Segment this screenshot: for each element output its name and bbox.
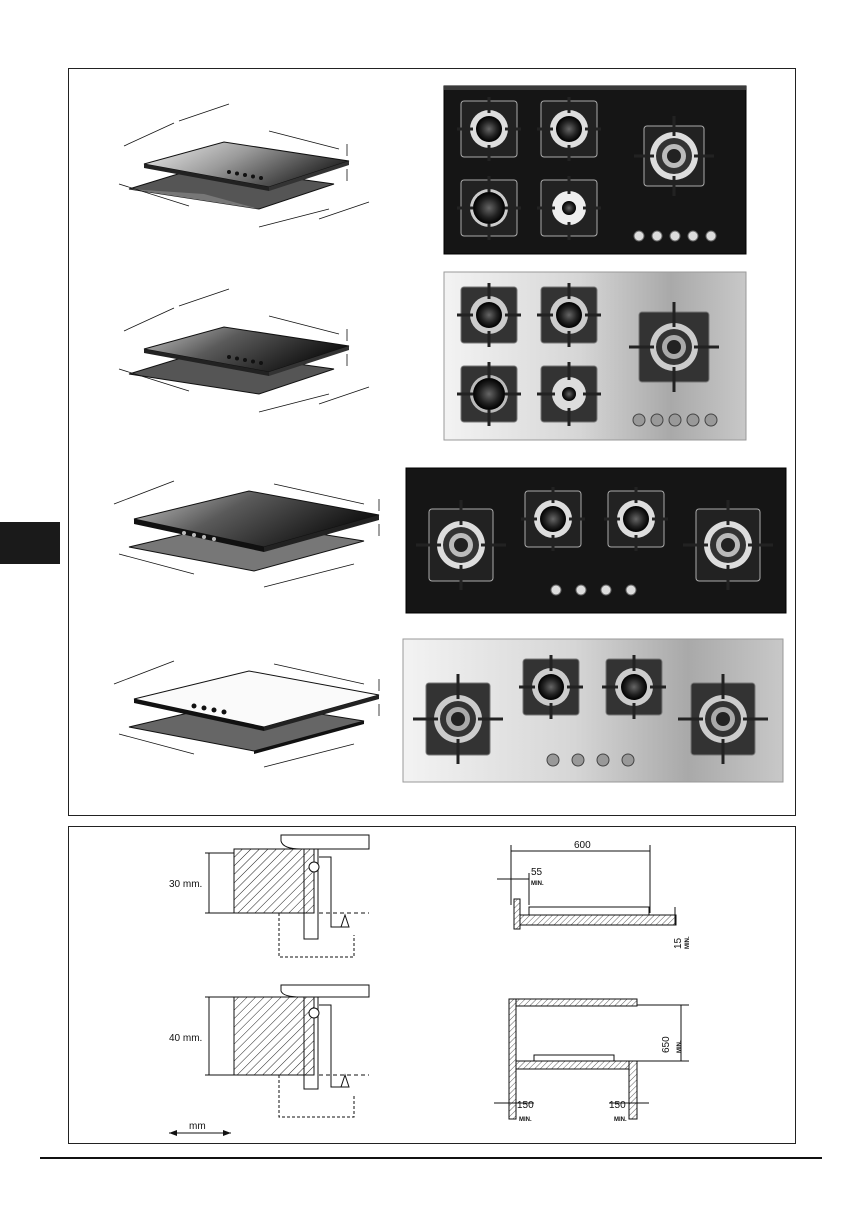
hob-sketch-2 xyxy=(119,289,369,412)
hob-photo-3 xyxy=(406,468,786,613)
product-overview-drawing xyxy=(69,69,795,815)
dim-side-left-min: MIN. xyxy=(519,1117,532,1123)
hob-photo-4 xyxy=(403,639,783,782)
section-tab xyxy=(0,522,60,564)
hob-photo-2 xyxy=(444,272,746,440)
clamp-diagram-40mm xyxy=(169,985,369,1117)
unit-label: mm xyxy=(189,1121,206,1132)
installation-panel xyxy=(68,826,796,1144)
dim-under-15: 15 xyxy=(673,937,684,949)
footer-rule xyxy=(40,1157,822,1159)
unit-indicator xyxy=(169,1121,231,1136)
installation-drawing xyxy=(69,827,795,1143)
dim-side-left-150: 150 xyxy=(517,1100,534,1111)
dim-under-min: MIN. xyxy=(685,936,691,949)
dim-side-right-min: MIN. xyxy=(614,1117,627,1123)
dim-clearance-650: 650 xyxy=(661,1036,672,1053)
dim-side-right-150: 150 xyxy=(609,1100,626,1111)
dim-rear-55: 55 xyxy=(531,867,543,878)
thickness-40-label: 40 mm. xyxy=(169,1033,203,1044)
hob-photo-1 xyxy=(444,86,746,254)
clearance-diagram xyxy=(494,999,689,1123)
hob-sketch-4 xyxy=(114,661,379,767)
product-overview-panel xyxy=(68,68,796,816)
clamp-diagram-30mm xyxy=(169,835,369,957)
dim-width-600: 600 xyxy=(574,840,591,851)
cutout-section-diagram xyxy=(497,840,691,949)
thickness-30-label: 30 mm. xyxy=(169,879,203,890)
hob-sketch-3 xyxy=(114,481,379,587)
hob-sketch-1 xyxy=(119,104,369,227)
dim-rear-min: MIN. xyxy=(531,881,544,887)
dim-clearance-min: MIN. xyxy=(677,1040,683,1053)
